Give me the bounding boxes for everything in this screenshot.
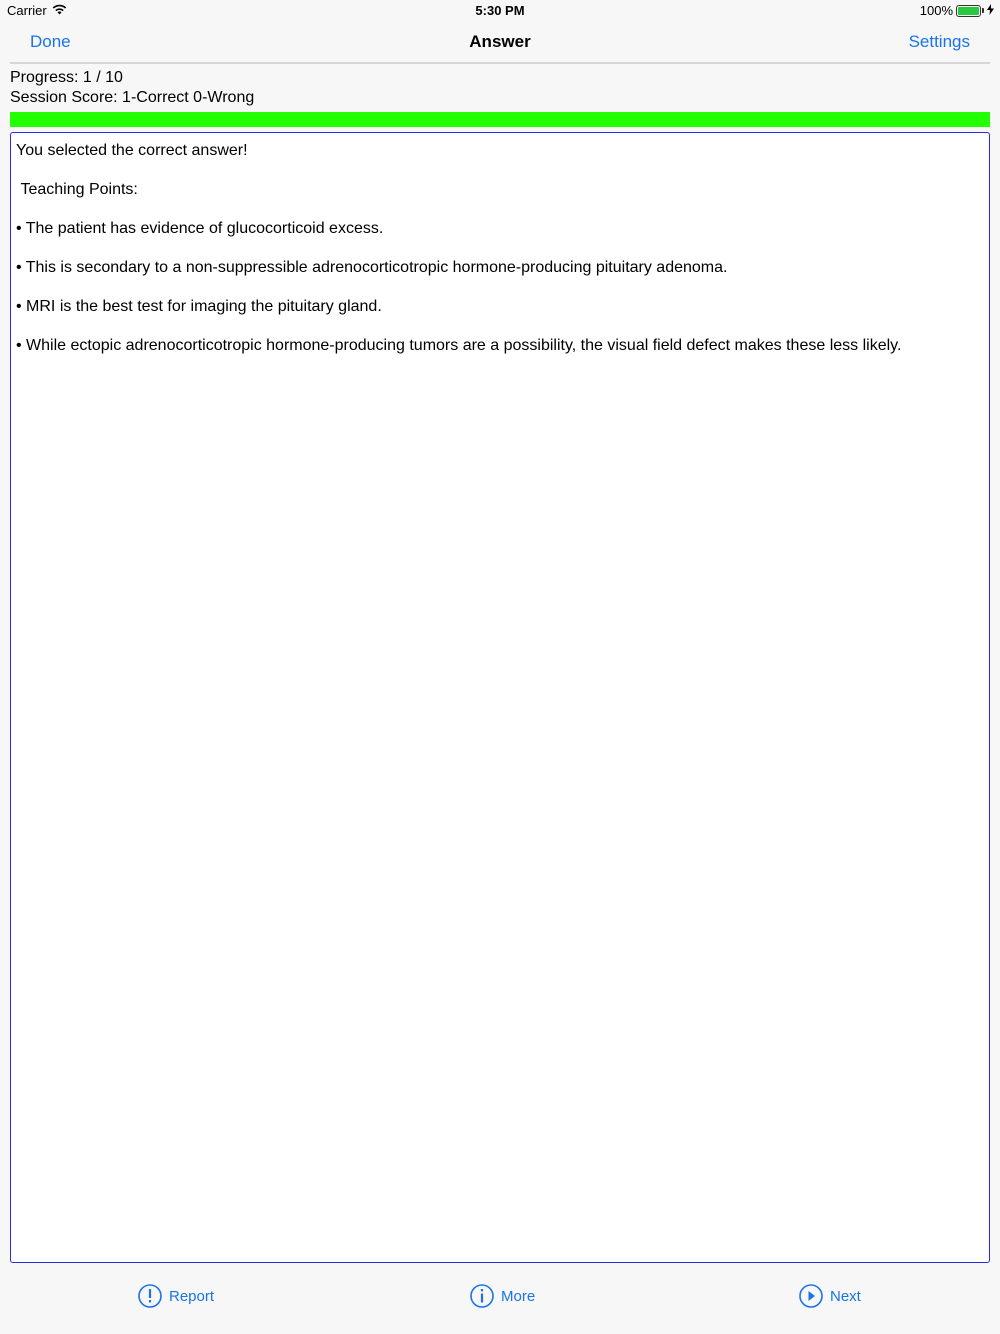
report-label: Report [169,1287,215,1305]
status-time: 5:30 PM [475,3,525,18]
battery-percent: 100% [919,3,953,18]
teaching-points-heading: Teaching Points: [16,181,138,198]
more-label: More [501,1287,536,1305]
progress-bar-fill [10,112,990,127]
session-score-label: Session Score: 1-Correct 0-Wrong [10,89,255,106]
page-title: Answer [469,32,531,51]
play-circle-icon [799,1284,823,1308]
teaching-point: • This is secondary to a non-suppressible adrenocorticotropic hormone-producing pituitary adenoma. [16,259,728,276]
teaching-point: • The patient has evidence of glucocorticoid excess. [16,220,384,237]
more-button[interactable] [470,1284,535,1308]
done-button[interactable]: Done [30,32,71,51]
teaching-point: • MRI is the best test for imaging the pituitary gland. [16,298,382,315]
progress-bar [10,112,990,127]
exclamation-circle-icon [138,1284,162,1308]
settings-button[interactable]: Settings [908,32,970,51]
result-text: You selected the correct answer! [16,142,248,159]
carrier-label: Carrier [7,3,47,18]
navigation-bar [10,22,990,64]
status-right [920,3,994,18]
answer-explanation[interactable] [10,132,990,1263]
bottom-toolbar [0,1270,1000,1334]
battery-icon [956,5,984,17]
info-icon [470,1284,494,1308]
next-button[interactable] [799,1284,861,1308]
charging-icon [987,3,994,18]
teaching-point: • While ectopic adrenocorticotropic hormone-producing tumors are a possibility, the visual field defect makes these less likely. [16,337,902,354]
next-label: Next [830,1287,861,1305]
report-button[interactable] [138,1284,214,1308]
progress-label: Progress: 1 / 10 [10,69,123,86]
status-bar [0,0,1000,22]
